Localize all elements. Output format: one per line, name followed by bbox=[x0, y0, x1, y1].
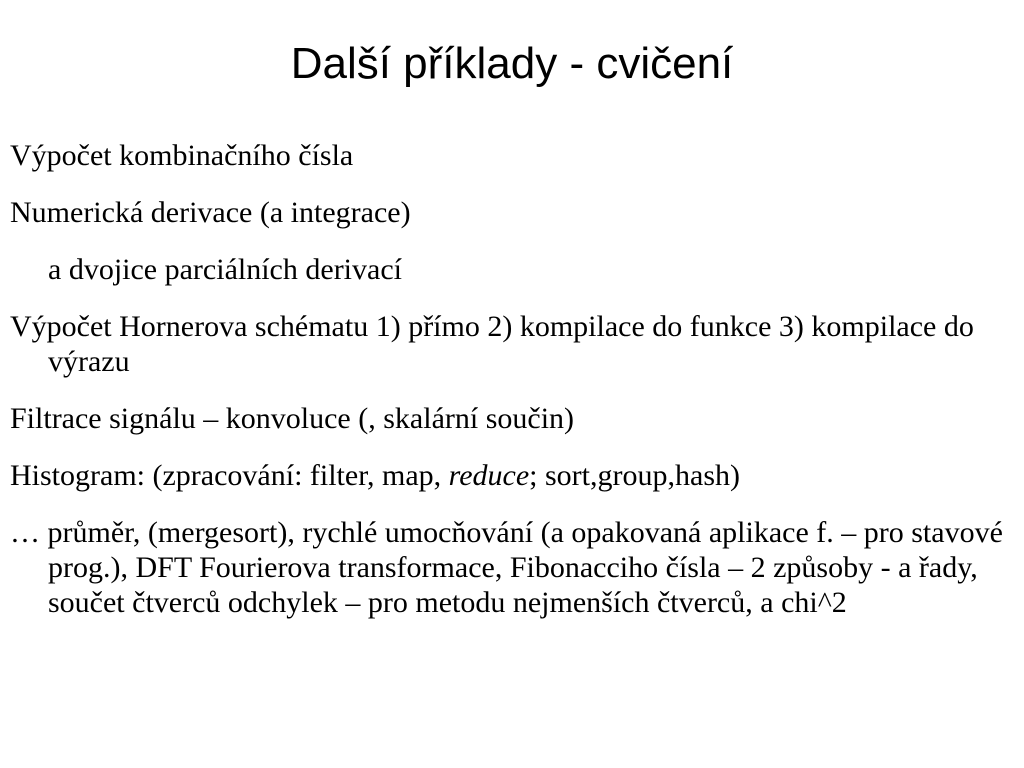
list-item-histogram bbox=[10, 458, 1015, 493]
list-item-partial-derivatives: a dvojice parciálních derivací bbox=[48, 253, 402, 286]
list-item-combination-number: Výpočet kombinačního čísla bbox=[10, 139, 354, 172]
histogram-text-start: Histogram: (zpracování: filter, map, bbox=[10, 459, 449, 492]
list-item-more-exercises: … průměr, (mergesort), rychlé umocňování (a opakovaná aplikace f. – pro stavové prog.), DFT Fourierova transformace, Fibonacciho čísla – 2 způsoby - a řady, součet čtverců odchylek – pro metodu nejmenších čtverců, a chi^2 bbox=[10, 516, 1003, 619]
slide-title: Další příklady - cvičení bbox=[290, 39, 734, 88]
list-item-signal-filtering: Filtrace signálu – konvoluce (, skalární součin) bbox=[10, 402, 575, 435]
list-item-numerical-derivative: Numerická derivace (a integrace) bbox=[10, 196, 411, 229]
histogram-text-end: ; sort,group,hash) bbox=[529, 459, 740, 492]
list-item-horner-scheme: Výpočet Hornerova schématu 1) přímo 2) kompilace do funkce 3) kompilace do výrazu bbox=[10, 310, 974, 378]
histogram-text-reduce: reduce bbox=[448, 459, 530, 492]
slide-body bbox=[10, 138, 1015, 620]
